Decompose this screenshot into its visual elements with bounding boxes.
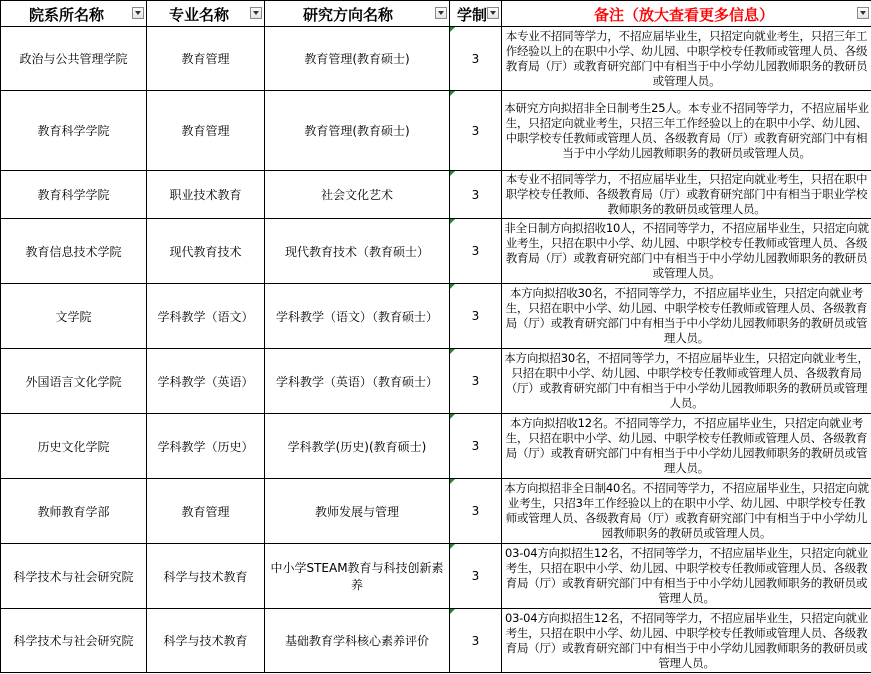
header-major-label: 专业名称 [169, 6, 230, 24]
header-remarks-label: 备注（放大查看更多信息） [594, 6, 775, 24]
header-department[interactable] [1, 1, 147, 27]
cell-direction[interactable]: 社会文化艺术 [265, 171, 450, 219]
cell-department[interactable]: 教育科学学院 [1, 171, 147, 219]
header-direction[interactable] [265, 1, 450, 27]
header-remarks[interactable] [502, 1, 871, 27]
cell-years[interactable]: 3 [450, 544, 502, 609]
cell-department[interactable]: 教育科学学院 [1, 91, 147, 171]
cell-department[interactable]: 文学院 [1, 284, 147, 349]
filter-dropdown-icon[interactable] [250, 7, 262, 19]
cell-years[interactable]: 3 [450, 219, 502, 284]
filter-dropdown-icon[interactable] [857, 7, 869, 19]
cell-department[interactable]: 科学技术与社会研究院 [1, 609, 147, 673]
cell-remarks[interactable]: 本方向拟招30名，不招同等学力，不招应届毕业生，只招定向就业考生，只招在职中小学、幼儿园、中职学校专任教师或管理人员、各级教育局（厅）或教育研究部门中有相当于中小学幼儿园教师职务的教研员或管理人员。 [502, 349, 871, 414]
cell-direction[interactable]: 学科教学（英语）（教育硕士） [265, 349, 450, 414]
table-row [1, 544, 871, 609]
cell-major[interactable]: 科学与技术教育 [147, 544, 265, 609]
cell-major[interactable]: 科学与技术教育 [147, 609, 265, 673]
cell-department[interactable]: 历史文化学院 [1, 414, 147, 479]
cell-years[interactable]: 3 [450, 479, 502, 544]
cell-years[interactable]: 3 [450, 171, 502, 219]
cell-major[interactable]: 职业技术教育 [147, 171, 265, 219]
filter-dropdown-icon[interactable] [435, 7, 447, 19]
cell-major[interactable]: 教育管理 [147, 91, 265, 171]
cell-major[interactable]: 学科教学（英语） [147, 349, 265, 414]
cell-direction[interactable]: 现代教育技术（教育硕士） [265, 219, 450, 284]
cell-major[interactable]: 学科教学（历史） [147, 414, 265, 479]
cell-remarks[interactable]: 本方向拟招收30名，不招同等学力，不招应届毕业生，只招定向就业考生，只招在职中小学、幼儿园、中职学校专任教师或管理人员、各级教育局（厅）或教育研究部门中有相当于中小学幼儿园教师职务的教研员或管理人员。 [502, 284, 871, 349]
table-row [1, 349, 871, 414]
cell-department[interactable]: 教育信息技术学院 [1, 219, 147, 284]
cell-remarks[interactable]: 03-04方向拟招生12名，不招同等学力，不招应届毕业生，只招定向就业考生，只招在职中小学、幼儿园、中职学校专任教师或管理人员、各级教育局（厅）或教育研究部门中有相当于中小学幼儿园教师职务的教研员或管理人员。 [502, 544, 871, 609]
cell-department[interactable]: 科学技术与社会研究院 [1, 544, 147, 609]
header-row [1, 1, 871, 27]
cell-remarks[interactable]: 本专业不招同等学力，不招应届毕业生，只招定向就业考生，只招在职中职学校专任教师、各级教育局（厅）或教育研究部门中有相当于职业学校教师职务的教研员或管理人员。 [502, 171, 871, 219]
header-major[interactable] [147, 1, 265, 27]
cell-major[interactable]: 现代教育技术 [147, 219, 265, 284]
cell-remarks[interactable]: 本专业不招同等学力，不招应届毕业生，只招定向就业考生，只招三年工作经验以上的在职中小学、幼儿园、中职学校专任教师或管理人员、各级教育局（厅）或教育研究部门中有相当于中小学幼儿园教师职务的教研员或管理人员。 [502, 27, 871, 91]
cell-major[interactable]: 教育管理 [147, 479, 265, 544]
cell-remarks[interactable]: 本方向拟招收12名。不招同等学力，不招应届毕业生，只招定向就业考生，只招在职中小学、幼儿园、中职学校专任教师或管理人员、各级教育局（厅）或教育研究部门中有相当于中小学幼儿园教师职务的教研员或管理人员。 [502, 414, 871, 479]
cell-years[interactable]: 3 [450, 27, 502, 91]
cell-remarks[interactable]: 03-04方向拟招生12名，不招同等学力，不招应届毕业生，只招定向就业考生，只招在职中小学、幼儿园、中职学校专任教师或管理人员、各级教育局（厅）或教育研究部门中有相当于中小学幼儿园教师职务的教研员或管理人员。 [502, 609, 871, 673]
table-row [1, 609, 871, 673]
cell-remarks[interactable]: 本方向拟招非全日制40名。不招同等学力，不招应届毕业生，只招定向就业考生，只招3年工作经验以上的在职中小学、幼儿园、中职学校专任教师或管理人员、各级教育局（厅）或教育研究部门中有相当于中小学幼儿园教师职务的教研员或管理人员。 [502, 479, 871, 544]
cell-years[interactable]: 3 [450, 349, 502, 414]
table-row [1, 479, 871, 544]
filter-dropdown-icon[interactable] [132, 7, 144, 19]
cell-department[interactable]: 政治与公共管理学院 [1, 27, 147, 91]
cell-direction[interactable]: 学科教学(历史)(教育硕士) [265, 414, 450, 479]
cell-years[interactable]: 3 [450, 609, 502, 673]
table-row [1, 171, 871, 219]
cell-years[interactable]: 3 [450, 284, 502, 349]
header-direction-label: 研究方向名称 [303, 6, 394, 24]
cell-direction[interactable]: 中小学STEAM教育与科技创新素养 [265, 544, 450, 609]
cell-department[interactable]: 教师教育学部 [1, 479, 147, 544]
cell-remarks[interactable]: 非全日制方向拟招收10人，不招同等学力，不招应届毕业生，只招定向就业考生，只招在职中小学、幼儿园、中职学校专任教师或管理人员、各级教育局（厅）或教育研究部门中有相当于中小学幼儿园教师职务的教研员或管理人员。 [502, 219, 871, 284]
cell-years[interactable]: 3 [450, 91, 502, 171]
cell-direction[interactable]: 教师发展与管理 [265, 479, 450, 544]
table-row [1, 219, 871, 284]
cell-department[interactable]: 外国语言文化学院 [1, 349, 147, 414]
cell-major[interactable]: 教育管理 [147, 27, 265, 91]
cell-remarks[interactable]: 本研究方向拟招非全日制考生25人。本专业不招同等学力，不招应届毕业生，只招定向就业考生，只招三年工作经验以上的在职中小学、幼儿园、中职学校专任教师或管理人员、各级教育局（厅）或教育研究部门中有相当于中小学幼儿园教师职务的教研员或管理人员。 [502, 91, 871, 171]
cell-direction[interactable]: 基础教育学科核心素养评价 [265, 609, 450, 673]
table-row [1, 284, 871, 349]
header-department-label: 院系所名称 [29, 6, 105, 24]
cell-direction[interactable]: 教育管理(教育硕士) [265, 91, 450, 171]
cell-direction[interactable]: 教育管理(教育硕士) [265, 27, 450, 91]
header-years[interactable] [450, 1, 502, 27]
table-row [1, 27, 871, 91]
table-row [1, 91, 871, 171]
header-years-label: 学制 [457, 6, 488, 24]
cell-direction[interactable]: 学科教学（语文）（教育硕士） [265, 284, 450, 349]
filter-dropdown-icon[interactable] [487, 7, 499, 19]
cell-years[interactable]: 3 [450, 414, 502, 479]
cell-major[interactable]: 学科教学（语文） [147, 284, 265, 349]
table-row [1, 414, 871, 479]
